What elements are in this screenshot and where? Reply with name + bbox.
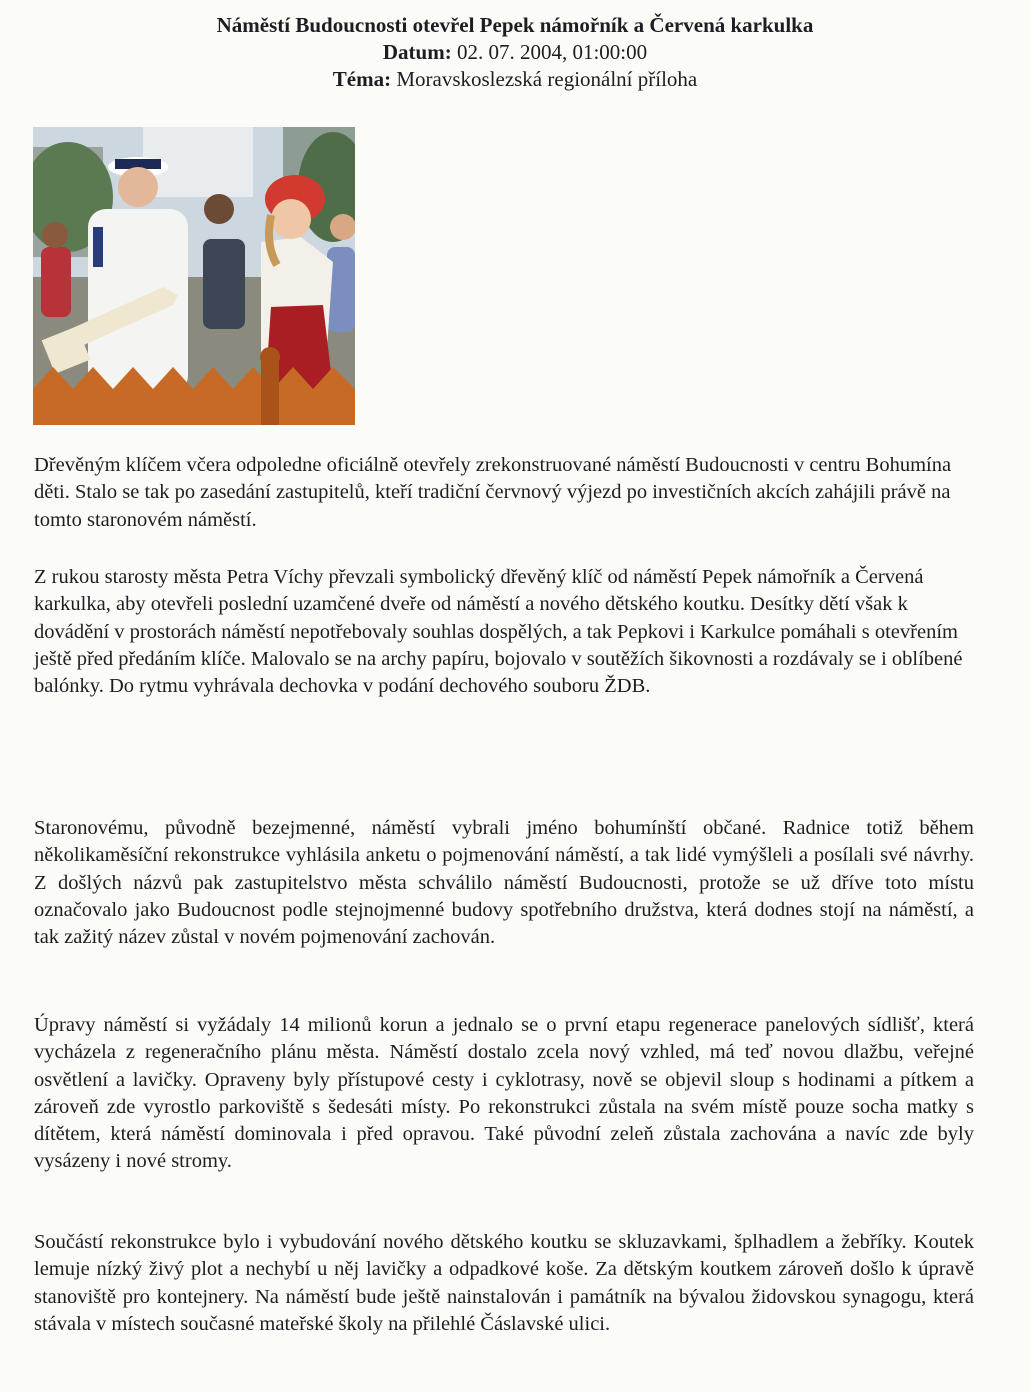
article-topic <box>0 66 1030 93</box>
date-label: Datum: <box>382 40 452 64</box>
article-photo <box>33 127 355 425</box>
topic-label: Téma: <box>332 67 392 91</box>
paragraph-5: Součástí rekonstrukce bylo i vybudování nového dětského koutku se skluzavkami, šplhadlem a žebříky. Koutek lemuje nízký živý plot a nechybí u něj lavičky a odpadkové koše. Za dětským koutkem zároveň došlo k úpravě stanoviště pro kontejnery. Na náměstí bude ještě nainstalován i památník na bývalou židovskou synagogu, která stávala v místech současné mateřské školy na přilehlé Čáslavské ulici. <box>34 1231 974 1335</box>
photo-illustration <box>33 127 355 425</box>
paragraph-2: Z rukou starosty města Petra Víchy převzali symbolický dřevěný klíč od náměstí Pepek námořník a Červená karkulka, aby otevřeli poslední uzamčené dveře od náměstí a nového dětského koutku. Desítky dětí však k dovádění v prostorách náměstí nepotřebovaly souhlas dospělých, a tak Pepkovi i Karkulce pomáhali s otevřením ještě před předáním klíče. Malovalo se na archy papíru, bojovalo v soutěžích šikovnosti a rozdávaly se i oblíbené balónky. Do rytmu vyhrávala dechovka v podání dechového souboru ŽDB. <box>34 566 963 698</box>
paragraph-3: Staronovému, původně bezejmenné, náměstí vybrali jméno bohumínští občané. Radnice totiž během několikaměsíční rekonstrukce vyhlásila anketu o pojmenování náměstí, a tak lidé vymýšleli a posílali své návrhy. Z došlých názvů pak zastupitelstvo města schválilo náměstí Budoucnosti, protože se už dříve toto místu označovalo jako Budoucnost podle stejnojmenné budovy spotřebního družstva, která dodnes stojí na náměstí, a tak zažitý název zůstal v novém pojmenování zachován. <box>34 817 974 949</box>
article-title: Náměstí Budoucnosti otevřel Pepek námořník a Červená karkulka <box>216 13 814 37</box>
date-value: 02. 07. 2004, 01:00:00 <box>456 40 648 64</box>
topic-value: Moravskoslezská regionální příloha <box>396 67 698 91</box>
article-date <box>0 39 1030 66</box>
article-header <box>0 12 1030 93</box>
paragraph-4: Úpravy náměstí si vyžádaly 14 milionů korun a jednalo se o první etapu regenerace panelových sídlišť, která vycházela z regeneračního plánu města. Náměstí dostalo zcela nový vzhled, má teď novou dlažbu, veřejné osvětlení a lavičky. Opraveny byly přístupové cesty i cyklotrasy, nově se objevil sloup s hodinami a pítkem a zároveň zde vyrostlo parkoviště s šedesáti místy. Po rekonstrukci zůstala na svém místě pouze socha matky s dítětem, která náměstí dominovala i před opravou. Také původní zeleň zůstala zachována a navíc zde byly vysázeny i nové stromy. <box>34 1014 974 1173</box>
paragraph-1: Dřevěným klíčem včera odpoledne oficiálně otevřely zrekonstruované náměstí Budoucnosti v centru Bohumína děti. Stalo se tak po zasedání zastupitelů, kteří tradiční červnový výjezd po investičních akcích zahájili právě na tomto staronovém náměstí. <box>34 454 952 531</box>
